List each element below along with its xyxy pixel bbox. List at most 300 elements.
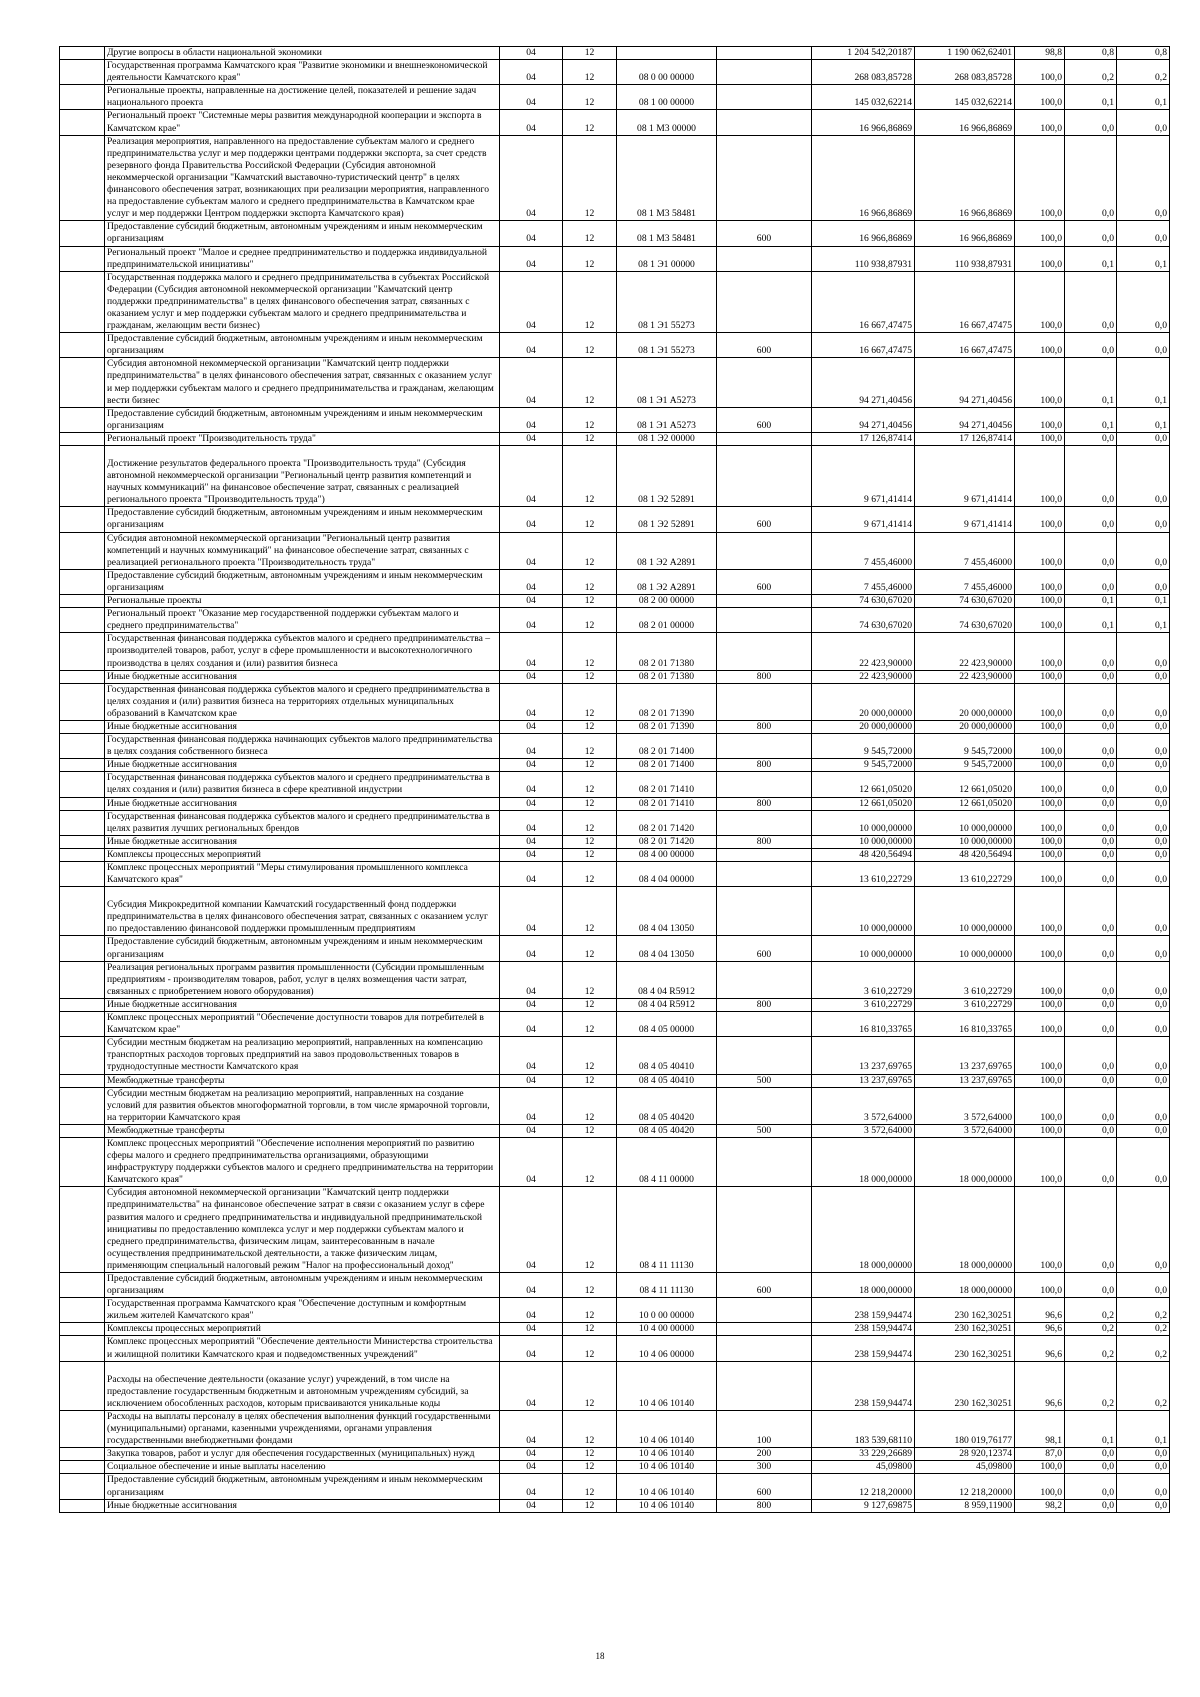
row-planned-amount: 9 671,41414 xyxy=(812,446,915,507)
row-name: Предоставление субсидий бюджетным, автономным учреждениям и иным некоммерческим организациям xyxy=(105,333,500,358)
row-share-a: 0,1 xyxy=(1065,407,1117,432)
row-target-article: 08 2 00 00000 xyxy=(617,595,717,608)
row-name: Социальное обеспечение и иные выплаты населению xyxy=(105,1461,500,1474)
row-actual-amount: 3 610,22729 xyxy=(915,961,1015,998)
row-name: Государственная финансовая поддержка начинающих субъектов малого предпринимательства в целях создания собственного бизнеса xyxy=(105,734,500,759)
row-share-b: 0,0 xyxy=(1117,1137,1170,1186)
row-planned-amount: 238 159,94474 xyxy=(812,1336,915,1361)
row-blank-cell xyxy=(60,569,105,594)
row-execution-percent: 100,0 xyxy=(1015,670,1065,683)
row-subsection-code: 12 xyxy=(563,246,617,271)
row-share-b: 0,0 xyxy=(1117,1037,1170,1074)
row-share-a: 0,0 xyxy=(1065,998,1117,1011)
row-share-b: 0,0 xyxy=(1117,936,1170,961)
row-section-code: 04 xyxy=(500,1323,563,1336)
row-blank-cell xyxy=(60,670,105,683)
row-target-article: 08 1 Э1 А5273 xyxy=(617,407,717,432)
row-execution-percent: 100,0 xyxy=(1015,720,1065,733)
row-section-code: 04 xyxy=(500,1499,563,1512)
row-share-a: 0,0 xyxy=(1065,271,1117,332)
row-share-b: 0,0 xyxy=(1117,998,1170,1011)
row-share-b: 0,1 xyxy=(1117,595,1170,608)
row-expense-type xyxy=(717,271,812,332)
row-subsection-code: 12 xyxy=(563,446,617,507)
row-share-a: 0,0 xyxy=(1065,333,1117,358)
row-expense-type xyxy=(717,848,812,861)
row-share-b: 0,0 xyxy=(1117,835,1170,848)
row-expense-type xyxy=(717,60,812,85)
row-actual-amount: 22 423,90000 xyxy=(915,670,1015,683)
row-share-b: 0,0 xyxy=(1117,135,1170,221)
row-expense-type: 200 xyxy=(717,1448,812,1461)
row-share-b: 0,0 xyxy=(1117,887,1170,936)
row-name: Достижение результатов федерального проекта "Производительность труда" (Субсидия автономной некоммерческой организации "Региональный центр развития компетенций и научных коммуникаций" на финансовое обеспечение затрат, связанных с реализацией регионального проекта "Производительность труда") xyxy=(105,446,500,507)
row-planned-amount: 16 966,86869 xyxy=(812,135,915,221)
row-subsection-code: 12 xyxy=(563,1273,617,1298)
row-blank-cell xyxy=(60,608,105,633)
row-subsection-code: 12 xyxy=(563,720,617,733)
row-expense-type xyxy=(717,633,812,670)
table-row xyxy=(60,432,1170,445)
row-actual-amount: 94 271,40456 xyxy=(915,407,1015,432)
row-planned-amount: 9 127,69875 xyxy=(812,1499,915,1512)
row-share-a: 0,0 xyxy=(1065,1273,1117,1298)
row-share-a: 0,0 xyxy=(1065,1137,1117,1186)
row-name: Государственная финансовая поддержка субъектов малого и среднего предпринимательства в целях развития лучших региональных брендов xyxy=(105,810,500,835)
row-share-b: 0,0 xyxy=(1117,1474,1170,1499)
row-execution-percent: 100,0 xyxy=(1015,797,1065,810)
row-planned-amount: 13 237,69765 xyxy=(812,1074,915,1087)
row-planned-amount: 16 966,86869 xyxy=(812,221,915,246)
row-planned-amount: 94 271,40456 xyxy=(812,358,915,407)
row-section-code: 04 xyxy=(500,797,563,810)
row-actual-amount: 9 545,72000 xyxy=(915,759,1015,772)
row-execution-percent: 100,0 xyxy=(1015,1124,1065,1137)
table-row xyxy=(60,221,1170,246)
row-actual-amount: 230 162,30251 xyxy=(915,1361,1015,1410)
row-subsection-code: 12 xyxy=(563,936,617,961)
row-subsection-code: 12 xyxy=(563,532,617,569)
row-share-b: 0,0 xyxy=(1117,569,1170,594)
row-expense-type xyxy=(717,246,812,271)
row-target-article: 08 1 Э1 55273 xyxy=(617,333,717,358)
row-name: Предоставление субсидий бюджетным, автономным учреждениям и иным некоммерческим организациям xyxy=(105,221,500,246)
row-planned-amount: 18 000,00000 xyxy=(812,1273,915,1298)
row-planned-amount: 7 455,46000 xyxy=(812,532,915,569)
row-section-code: 04 xyxy=(500,734,563,759)
row-execution-percent: 96,6 xyxy=(1015,1336,1065,1361)
row-expense-type xyxy=(717,1187,812,1273)
row-share-a: 0,0 xyxy=(1065,734,1117,759)
row-execution-percent: 100,0 xyxy=(1015,85,1065,110)
row-share-a: 0,0 xyxy=(1065,670,1117,683)
row-execution-percent: 100,0 xyxy=(1015,1187,1065,1273)
row-blank-cell xyxy=(60,862,105,887)
row-expense-type xyxy=(717,47,812,60)
row-share-a: 0,0 xyxy=(1065,1461,1117,1474)
row-blank-cell xyxy=(60,110,105,135)
row-blank-cell xyxy=(60,720,105,733)
row-subsection-code: 12 xyxy=(563,333,617,358)
row-expense-type xyxy=(717,1336,812,1361)
row-actual-amount: 17 126,87414 xyxy=(915,432,1015,445)
row-planned-amount: 10 000,00000 xyxy=(812,835,915,848)
row-subsection-code: 12 xyxy=(563,358,617,407)
row-blank-cell xyxy=(60,772,105,797)
row-subsection-code: 12 xyxy=(563,595,617,608)
row-planned-amount: 9 545,72000 xyxy=(812,759,915,772)
row-share-b: 0,0 xyxy=(1117,1087,1170,1124)
row-subsection-code: 12 xyxy=(563,683,617,720)
row-section-code: 04 xyxy=(500,759,563,772)
row-share-b: 0,0 xyxy=(1117,862,1170,887)
row-execution-percent: 98,2 xyxy=(1015,1499,1065,1512)
row-planned-amount: 3 610,22729 xyxy=(812,961,915,998)
row-name: Региональный проект "Системные меры развития международной кооперации и экспорта в Камчатском крае" xyxy=(105,110,500,135)
row-target-article: 08 4 04 R5912 xyxy=(617,998,717,1011)
row-execution-percent: 100,0 xyxy=(1015,936,1065,961)
row-subsection-code: 12 xyxy=(563,1361,617,1410)
row-target-article: 08 4 04 13050 xyxy=(617,887,717,936)
row-subsection-code: 12 xyxy=(563,1336,617,1361)
row-expense-type: 600 xyxy=(717,1474,812,1499)
row-target-article: 08 1 Э1 55273 xyxy=(617,271,717,332)
row-share-a: 0,0 xyxy=(1065,1037,1117,1074)
row-planned-amount: 20 000,00000 xyxy=(812,720,915,733)
row-actual-amount: 268 083,85728 xyxy=(915,60,1015,85)
row-section-code: 04 xyxy=(500,1474,563,1499)
table-row xyxy=(60,1273,1170,1298)
row-target-article: 10 4 06 10140 xyxy=(617,1474,717,1499)
row-expense-type: 800 xyxy=(717,720,812,733)
row-target-article: 08 4 05 00000 xyxy=(617,1012,717,1037)
row-target-article: 08 1 Э2 00000 xyxy=(617,432,717,445)
row-share-b: 0,0 xyxy=(1117,759,1170,772)
row-target-article: 08 1 М3 00000 xyxy=(617,110,717,135)
row-blank-cell xyxy=(60,47,105,60)
row-name: Субсидия автономной некоммерческой организации "Камчатский центр поддержки предпринимательства" на финансовое обеспечение затрат в связи с оказанием услуг в сфере развития малого и среднего предпринимательства и индивидуальной предпринимательской инициативы по предоставлению комплекса услуг и мер поддержки субъектам малого и среднего предпринимательства, физическим лицам, заинтересованным в начале осуществления предпринимательской деятельности, а также физическим лицам, применяющим специальный налоговый режим "Налог на профессиональный доход" xyxy=(105,1187,500,1273)
row-blank-cell xyxy=(60,683,105,720)
row-execution-percent: 100,0 xyxy=(1015,595,1065,608)
row-execution-percent: 98,1 xyxy=(1015,1410,1065,1447)
row-blank-cell xyxy=(60,85,105,110)
row-expense-type: 600 xyxy=(717,1273,812,1298)
row-section-code: 04 xyxy=(500,720,563,733)
row-target-article: 08 1 М3 58481 xyxy=(617,221,717,246)
row-subsection-code: 12 xyxy=(563,1499,617,1512)
row-planned-amount: 9 545,72000 xyxy=(812,734,915,759)
row-subsection-code: 12 xyxy=(563,633,617,670)
table-row xyxy=(60,446,1170,507)
row-name: Региональные проекты xyxy=(105,595,500,608)
row-share-b: 0,0 xyxy=(1117,1448,1170,1461)
row-execution-percent: 100,0 xyxy=(1015,1461,1065,1474)
row-share-a: 0,0 xyxy=(1065,1448,1117,1461)
row-share-a: 0,0 xyxy=(1065,862,1117,887)
row-execution-percent: 100,0 xyxy=(1015,446,1065,507)
row-planned-amount: 110 938,87931 xyxy=(812,246,915,271)
row-expense-type: 600 xyxy=(717,936,812,961)
table-row xyxy=(60,835,1170,848)
row-subsection-code: 12 xyxy=(563,1074,617,1087)
row-section-code: 04 xyxy=(500,1074,563,1087)
row-section-code: 04 xyxy=(500,1187,563,1273)
row-actual-amount: 9 671,41414 xyxy=(915,446,1015,507)
row-target-article: 08 4 04 R5912 xyxy=(617,961,717,998)
row-share-a: 0,0 xyxy=(1065,569,1117,594)
row-section-code: 04 xyxy=(500,608,563,633)
row-expense-type: 600 xyxy=(717,407,812,432)
row-subsection-code: 12 xyxy=(563,407,617,432)
row-subsection-code: 12 xyxy=(563,1087,617,1124)
row-share-a: 0,0 xyxy=(1065,1187,1117,1273)
row-planned-amount: 16 667,47475 xyxy=(812,333,915,358)
row-name: Субсидия автономной некоммерческой организации "Камчатский центр поддержки предпринимательства" в целях финансового обеспечения затрат, связанных с оказанием услуг и мер поддержки субъектам малого и среднего предпринимательства и гражданам, желающим вести бизнес xyxy=(105,358,500,407)
row-execution-percent: 100,0 xyxy=(1015,532,1065,569)
row-share-a: 0,0 xyxy=(1065,683,1117,720)
row-share-a: 0,0 xyxy=(1065,961,1117,998)
row-expense-type: 800 xyxy=(717,670,812,683)
row-subsection-code: 12 xyxy=(563,998,617,1011)
row-planned-amount: 268 083,85728 xyxy=(812,60,915,85)
table-row xyxy=(60,1361,1170,1410)
row-target-article: 08 1 Э2 А2891 xyxy=(617,532,717,569)
row-blank-cell xyxy=(60,1499,105,1512)
row-name: Расходы на выплаты персоналу в целях обеспечения выполнения функций государственными (муниципальными) органами, казенными учреждениями, органами управления государственными внебюджетными фондами xyxy=(105,1410,500,1447)
row-planned-amount: 18 000,00000 xyxy=(812,1137,915,1186)
row-actual-amount: 10 000,00000 xyxy=(915,835,1015,848)
row-share-a: 0,1 xyxy=(1065,246,1117,271)
row-blank-cell xyxy=(60,835,105,848)
table-row xyxy=(60,1461,1170,1474)
row-section-code: 04 xyxy=(500,810,563,835)
row-section-code: 04 xyxy=(500,835,563,848)
row-name: Комплекс процессных мероприятий "Обеспечение деятельности Министерства строительства и жилищной политики Камчатского края и подведомственных учреждений" xyxy=(105,1336,500,1361)
row-execution-percent: 100,0 xyxy=(1015,810,1065,835)
row-name: Региональный проект "Оказание мер государственной поддержки субъектам малого и среднего предпринимательства" xyxy=(105,608,500,633)
row-expense-type: 600 xyxy=(717,221,812,246)
table-row xyxy=(60,683,1170,720)
row-target-article: 08 2 01 71400 xyxy=(617,759,717,772)
row-planned-amount: 48 420,56494 xyxy=(812,848,915,861)
row-expense-type xyxy=(717,446,812,507)
row-share-b: 0,0 xyxy=(1117,1461,1170,1474)
row-name: Региональные проекты, направленные на достижение целей, показателей и решение задач национального проекта xyxy=(105,85,500,110)
row-expense-type xyxy=(717,110,812,135)
row-actual-amount: 28 920,12374 xyxy=(915,1448,1015,1461)
row-name: Государственная программа Камчатского края "Обеспечение доступным и комфортным жильем жителей Камчатского края" xyxy=(105,1298,500,1323)
row-target-article: 08 4 05 40410 xyxy=(617,1074,717,1087)
table-row xyxy=(60,569,1170,594)
row-expense-type xyxy=(717,1137,812,1186)
row-name: Государственная финансовая поддержка субъектов малого и среднего предпринимательства – производителей товаров, работ, услуг в сфере промышленности и высокотехнологичного производства в целях создания и (или) развития бизнеса xyxy=(105,633,500,670)
row-share-b: 0,0 xyxy=(1117,1074,1170,1087)
row-target-article: 10 4 06 10140 xyxy=(617,1499,717,1512)
row-name: Расходы на обеспечение деятельности (оказание услуг) учреждений, в том числе на предоставление государственным бюджетным и автономным учреждениям субсидий, за исключением обособленных расходов, которым присваиваются уникальные коды xyxy=(105,1361,500,1410)
row-execution-percent: 100,0 xyxy=(1015,432,1065,445)
row-name: Реализация мероприятия, направленного на предоставление субъектам малого и среднего предпринимательства услуг и мер поддержки центрами поддержки экспорта, за счет средств резервного фонда Правительства Российской Федерации (Субсидия автономной некоммерческой организации "Камчатский выставочно-туристический центр" в целях финансового обеспечения затрат, возникающих при реализации мероприятия, направленного на предоставление субъектам малого и среднего предпринимательства в Камчатском крае услуг и мер поддержки Центром поддержки экспорта Камчатского края) xyxy=(105,135,500,221)
row-share-b: 0,0 xyxy=(1117,446,1170,507)
row-share-a: 0,2 xyxy=(1065,1323,1117,1336)
row-expense-type: 800 xyxy=(717,835,812,848)
row-planned-amount: 94 271,40456 xyxy=(812,407,915,432)
row-planned-amount: 3 572,64000 xyxy=(812,1124,915,1137)
table-row xyxy=(60,1012,1170,1037)
row-blank-cell xyxy=(60,1448,105,1461)
row-execution-percent: 100,0 xyxy=(1015,633,1065,670)
row-share-a: 0,2 xyxy=(1065,1361,1117,1410)
row-planned-amount: 22 423,90000 xyxy=(812,670,915,683)
row-share-a: 0,0 xyxy=(1065,810,1117,835)
table-row xyxy=(60,1499,1170,1512)
row-planned-amount: 18 000,00000 xyxy=(812,1187,915,1273)
row-blank-cell xyxy=(60,532,105,569)
row-actual-amount: 9 671,41414 xyxy=(915,507,1015,532)
row-planned-amount: 7 455,46000 xyxy=(812,569,915,594)
row-expense-type xyxy=(717,772,812,797)
row-section-code: 04 xyxy=(500,848,563,861)
row-share-a: 0,0 xyxy=(1065,221,1117,246)
row-subsection-code: 12 xyxy=(563,608,617,633)
row-execution-percent: 100,0 xyxy=(1015,998,1065,1011)
table-row xyxy=(60,797,1170,810)
table-row xyxy=(60,1037,1170,1074)
row-share-b: 0,0 xyxy=(1117,810,1170,835)
row-blank-cell xyxy=(60,1410,105,1447)
row-execution-percent: 96,6 xyxy=(1015,1298,1065,1323)
row-target-article: 08 4 11 00000 xyxy=(617,1137,717,1186)
row-target-article: 08 4 04 13050 xyxy=(617,936,717,961)
row-share-b: 0,0 xyxy=(1117,333,1170,358)
row-share-b: 0,0 xyxy=(1117,720,1170,733)
row-actual-amount: 20 000,00000 xyxy=(915,720,1015,733)
row-expense-type xyxy=(717,85,812,110)
row-name: Иные бюджетные ассигнования xyxy=(105,720,500,733)
row-name: Государственная поддержка малого и среднего предпринимательства в субъектах Российской Федерации (Субсидия автономной некоммерческой организации "Камчатский центр поддержки предпринимательства" в целях финансового обеспечения затрат, связанных с оказанием услуг и мер поддержки субъектам малого и среднего предпринимательства и гражданам, желающим вести бизнес) xyxy=(105,271,500,332)
row-name: Региональный проект "Малое и среднее предпринимательство и поддержка индивидуальной предпринимательской инициативы" xyxy=(105,246,500,271)
row-blank-cell xyxy=(60,1124,105,1137)
row-share-b: 0,0 xyxy=(1117,507,1170,532)
row-actual-amount: 230 162,30251 xyxy=(915,1298,1015,1323)
table-row xyxy=(60,961,1170,998)
row-section-code: 04 xyxy=(500,1361,563,1410)
row-target-article: 08 2 01 00000 xyxy=(617,608,717,633)
row-name: Государственная финансовая поддержка субъектов малого и среднего предпринимательства в целях создания и (или) развития бизнеса в сфере креативной индустрии xyxy=(105,772,500,797)
row-section-code: 04 xyxy=(500,1124,563,1137)
row-actual-amount: 45,09800 xyxy=(915,1461,1015,1474)
row-actual-amount: 12 661,05020 xyxy=(915,772,1015,797)
row-share-b: 0,1 xyxy=(1117,358,1170,407)
row-subsection-code: 12 xyxy=(563,1461,617,1474)
row-section-code: 04 xyxy=(500,1012,563,1037)
row-section-code: 04 xyxy=(500,60,563,85)
table-row xyxy=(60,848,1170,861)
row-actual-amount: 48 420,56494 xyxy=(915,848,1015,861)
row-expense-type xyxy=(717,1037,812,1074)
row-execution-percent: 100,0 xyxy=(1015,1087,1065,1124)
row-planned-amount: 12 661,05020 xyxy=(812,772,915,797)
table-row xyxy=(60,608,1170,633)
row-target-article: 10 4 00 00000 xyxy=(617,1323,717,1336)
row-planned-amount: 45,09800 xyxy=(812,1461,915,1474)
row-name: Субсидии местным бюджетам на реализацию мероприятий, направленных на компенсацию транспортных расходов торговых предприятий на завоз продовольственных товаров в труднодоступные местности Камчатского края xyxy=(105,1037,500,1074)
row-section-code: 04 xyxy=(500,1137,563,1186)
row-blank-cell xyxy=(60,1273,105,1298)
row-blank-cell xyxy=(60,1012,105,1037)
row-section-code: 04 xyxy=(500,862,563,887)
row-target-article: 10 4 06 10140 xyxy=(617,1461,717,1474)
row-target-article: 08 4 00 00000 xyxy=(617,848,717,861)
row-share-a: 0,8 xyxy=(1065,47,1117,60)
row-name: Закупка товаров, работ и услуг для обеспечения государственных (муниципальных) нужд xyxy=(105,1448,500,1461)
row-target-article: 08 1 Э2 52891 xyxy=(617,446,717,507)
row-planned-amount: 16 667,47475 xyxy=(812,271,915,332)
row-share-a: 0,0 xyxy=(1065,936,1117,961)
row-blank-cell xyxy=(60,998,105,1011)
row-blank-cell xyxy=(60,759,105,772)
row-share-b: 0,0 xyxy=(1117,683,1170,720)
row-share-a: 0,0 xyxy=(1065,887,1117,936)
row-share-a: 0,0 xyxy=(1065,432,1117,445)
row-name: Межбюджетные трансферты xyxy=(105,1074,500,1087)
row-section-code: 04 xyxy=(500,1087,563,1124)
row-share-a: 0,0 xyxy=(1065,1087,1117,1124)
budget-table-body xyxy=(60,47,1170,1513)
row-section-code: 04 xyxy=(500,633,563,670)
row-expense-type: 500 xyxy=(717,1124,812,1137)
row-section-code: 04 xyxy=(500,1298,563,1323)
row-expense-type: 800 xyxy=(717,759,812,772)
row-execution-percent: 100,0 xyxy=(1015,1137,1065,1186)
row-share-a: 0,2 xyxy=(1065,60,1117,85)
row-actual-amount: 145 032,62214 xyxy=(915,85,1015,110)
row-subsection-code: 12 xyxy=(563,1124,617,1137)
row-name: Субсидия автономной некоммерческой организации "Региональный центр развития компетенций и научных коммуникаций" на финансовое обеспечение затрат, связанных с реализацией регионального проекта "Производительность труда" xyxy=(105,532,500,569)
row-target-article: 08 1 00 00000 xyxy=(617,85,717,110)
row-actual-amount: 94 271,40456 xyxy=(915,358,1015,407)
row-actual-amount: 7 455,46000 xyxy=(915,569,1015,594)
table-row xyxy=(60,507,1170,532)
row-subsection-code: 12 xyxy=(563,1137,617,1186)
row-planned-amount: 145 032,62214 xyxy=(812,85,915,110)
row-subsection-code: 12 xyxy=(563,432,617,445)
row-blank-cell xyxy=(60,246,105,271)
row-subsection-code: 12 xyxy=(563,1012,617,1037)
table-row xyxy=(60,135,1170,221)
row-expense-type: 800 xyxy=(717,998,812,1011)
row-blank-cell xyxy=(60,135,105,221)
row-share-a: 0,1 xyxy=(1065,595,1117,608)
row-execution-percent: 100,0 xyxy=(1015,1037,1065,1074)
row-share-b: 0,0 xyxy=(1117,271,1170,332)
row-name: Предоставление субсидий бюджетным, автономным учреждениям и иным некоммерческим организациям xyxy=(105,936,500,961)
row-share-b: 0,0 xyxy=(1117,532,1170,569)
row-expense-type xyxy=(717,734,812,759)
row-planned-amount: 238 159,94474 xyxy=(812,1298,915,1323)
row-actual-amount: 110 938,87931 xyxy=(915,246,1015,271)
row-target-article: 10 4 06 00000 xyxy=(617,1336,717,1361)
row-share-b: 0,2 xyxy=(1117,1323,1170,1336)
row-target-article: 08 2 01 71420 xyxy=(617,835,717,848)
row-blank-cell xyxy=(60,507,105,532)
row-share-a: 0,1 xyxy=(1065,608,1117,633)
row-share-a: 0,0 xyxy=(1065,772,1117,797)
row-execution-percent: 100,0 xyxy=(1015,569,1065,594)
table-row xyxy=(60,1323,1170,1336)
row-target-article: 08 4 11 11130 xyxy=(617,1273,717,1298)
row-section-code: 04 xyxy=(500,887,563,936)
row-blank-cell xyxy=(60,271,105,332)
